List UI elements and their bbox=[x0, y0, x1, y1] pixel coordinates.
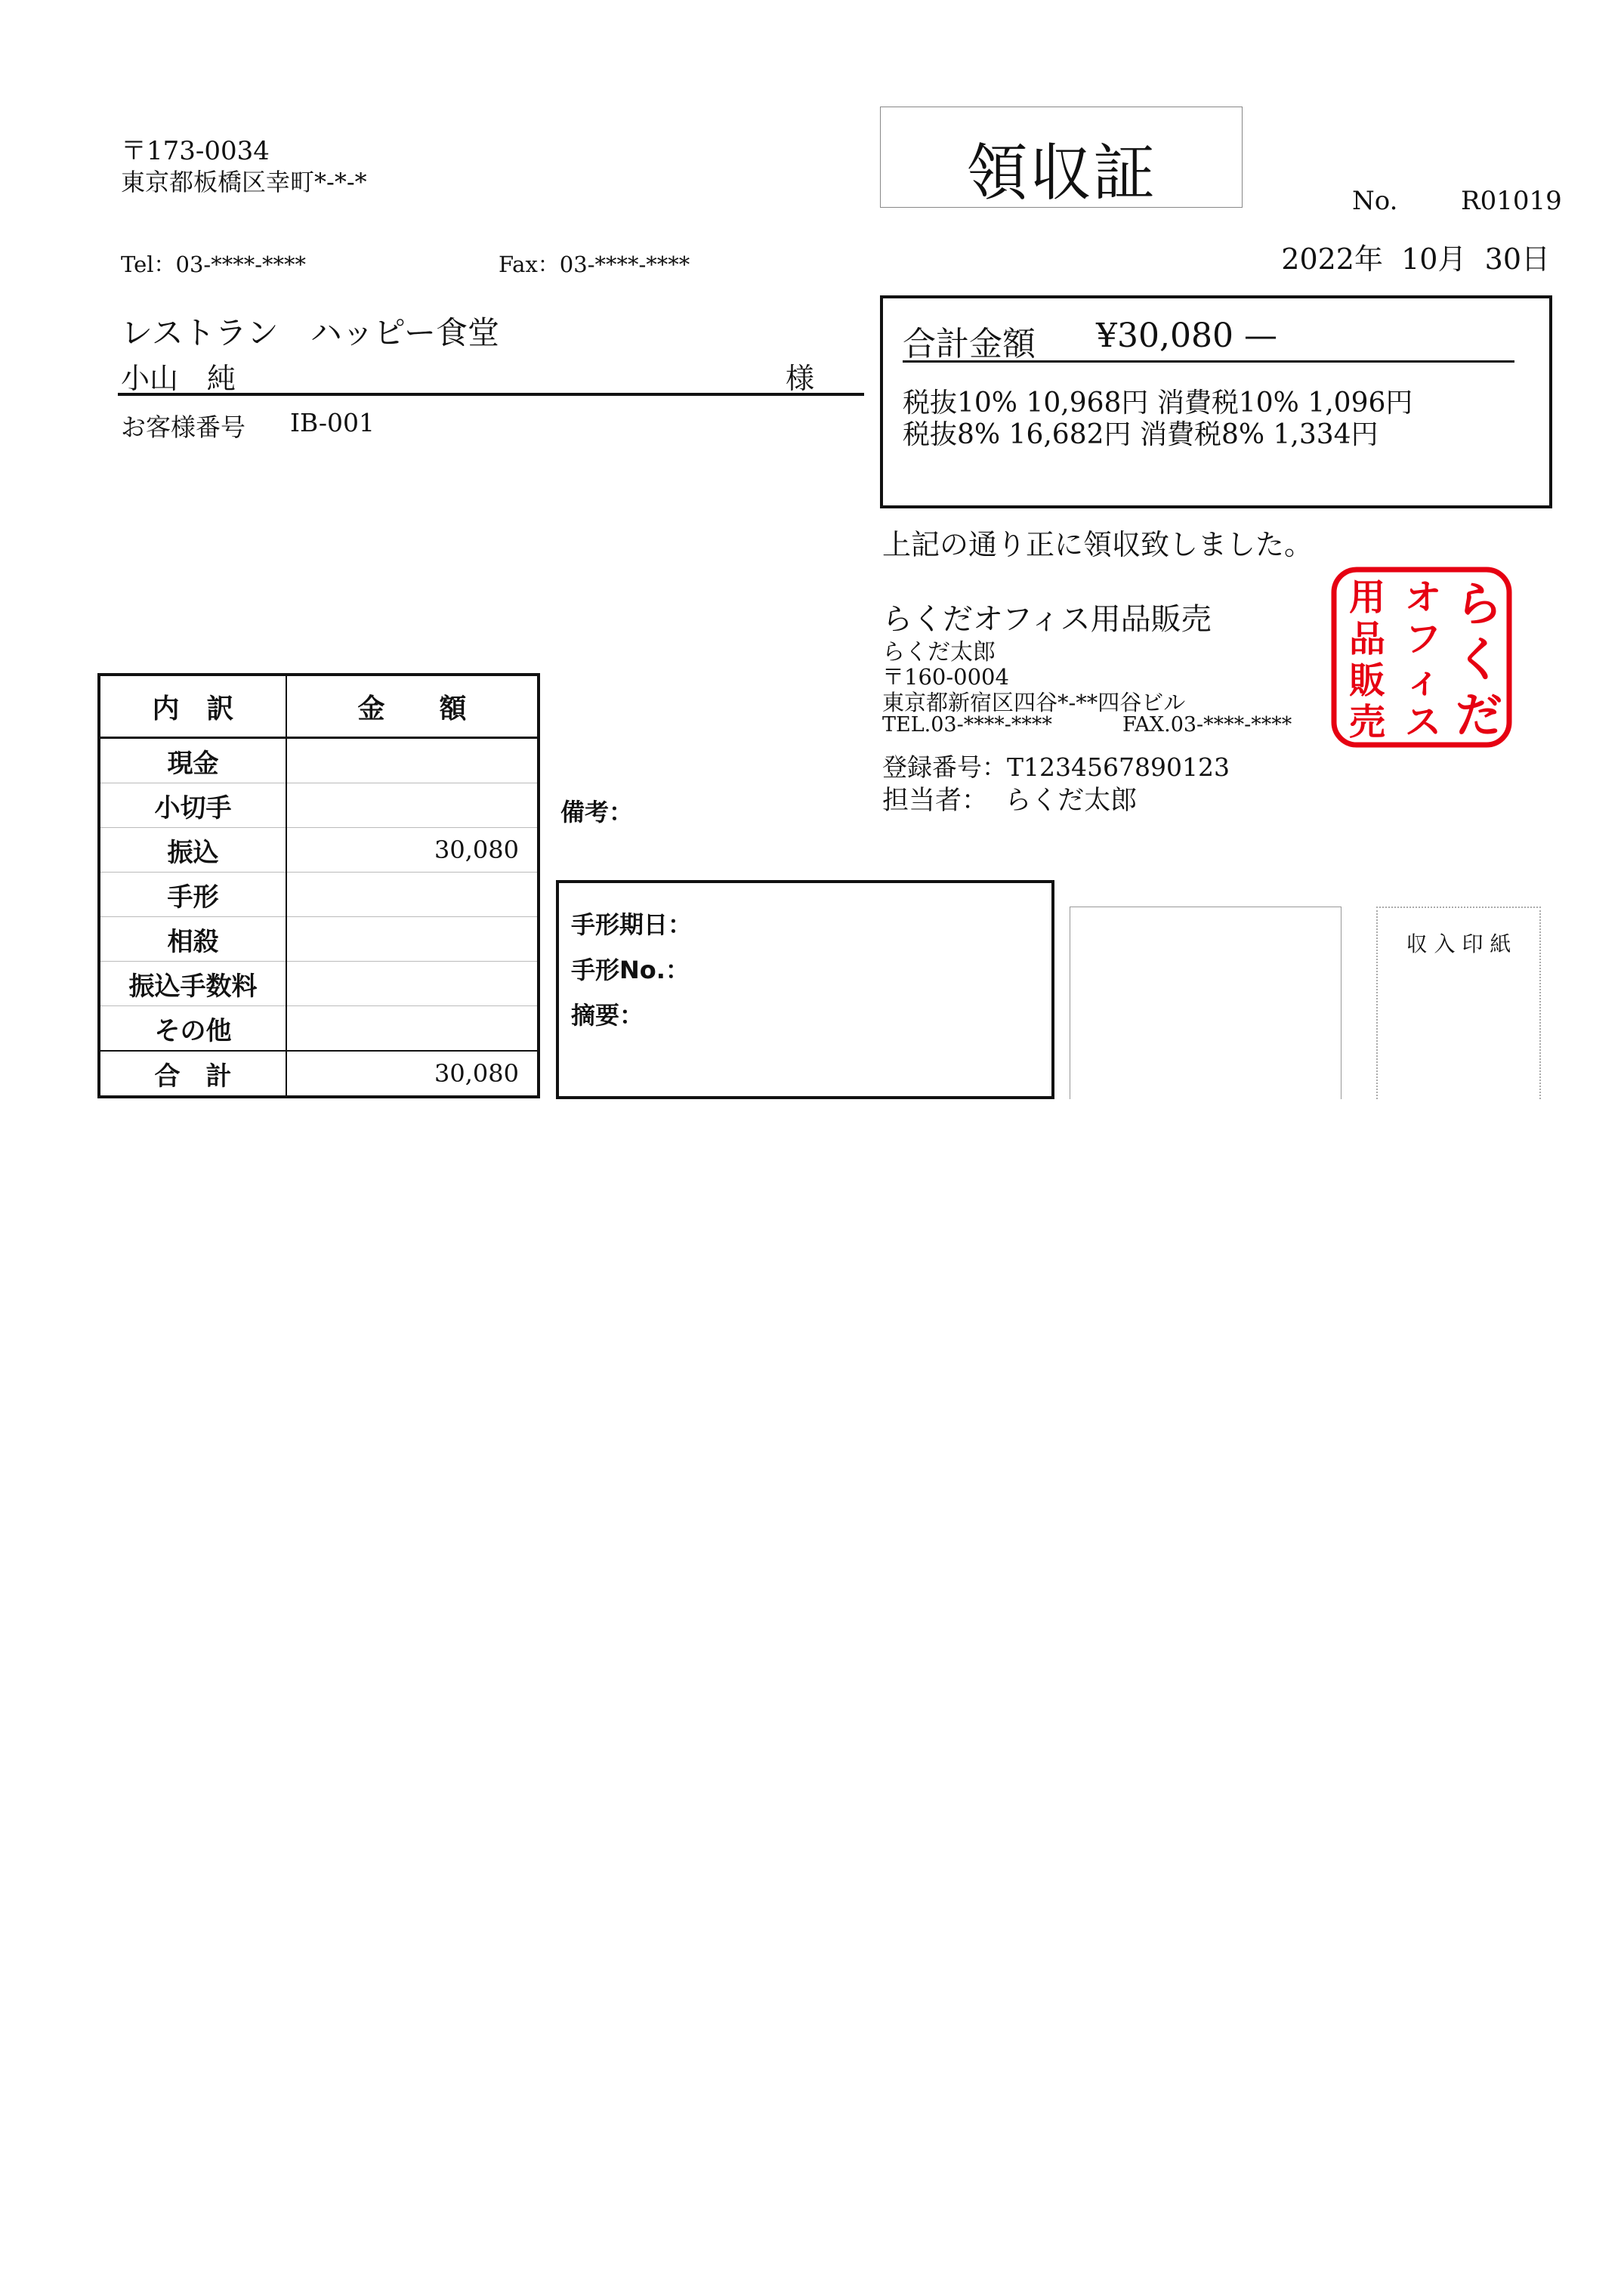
row-label: その他 bbox=[99, 1006, 286, 1052]
row-amount bbox=[286, 917, 539, 962]
revenue-stamp-label: 収 入 印 紙 bbox=[1406, 931, 1511, 956]
issuer-company: らくだオフィス用品販売 bbox=[882, 602, 1212, 637]
row-amount bbox=[286, 783, 539, 828]
row-amount bbox=[286, 873, 539, 917]
company-seal bbox=[1331, 567, 1512, 748]
sender-fax: Fax：03-****-**** bbox=[499, 252, 690, 277]
seal-char: フ bbox=[1404, 617, 1442, 660]
payment-breakdown-table bbox=[97, 673, 540, 1098]
row-label: 合 計 bbox=[99, 1051, 286, 1097]
table-row bbox=[99, 783, 539, 828]
sender-postal: 〒173-0034 bbox=[121, 136, 270, 166]
issuer-tel: TEL.03-****-**** bbox=[882, 713, 1052, 737]
customer-honorific: 様 bbox=[786, 362, 815, 395]
seal-char: だ bbox=[1455, 687, 1503, 743]
issuer-person: らくだ太郎 bbox=[882, 639, 996, 666]
issuer-address: 東京都新宿区四谷*-**四谷ビル bbox=[882, 690, 1186, 715]
row-amount bbox=[286, 962, 539, 1006]
receipt-date: 2022年 10月 30日 bbox=[1281, 242, 1550, 276]
issuer-registration: 登録番号：T1234567890123 bbox=[882, 752, 1230, 782]
row-label: 小切手 bbox=[99, 783, 286, 828]
issuer-postal: 〒160-0004 bbox=[882, 664, 1009, 690]
breakdown-header-item: 内 訳 bbox=[99, 675, 286, 738]
receipt-no: R01019 bbox=[1461, 186, 1562, 216]
seal-char: オ bbox=[1404, 576, 1442, 619]
tax-line-8: 税抜8% 16,682円 消費税8% 1,334円 bbox=[903, 419, 1379, 450]
seal-char: 用 bbox=[1348, 576, 1386, 619]
breakdown-header-amount: 金 額 bbox=[286, 675, 539, 738]
issuer-fax: FAX.03-****-**** bbox=[1122, 713, 1292, 737]
remarks-label: 備考： bbox=[560, 798, 634, 826]
breakdown-header-row bbox=[99, 675, 539, 738]
row-label: 振込手数料 bbox=[99, 962, 286, 1006]
bill-due-label: 手形期日： bbox=[571, 910, 693, 939]
table-row bbox=[99, 1006, 539, 1052]
row-amount: 30,080 bbox=[286, 1051, 539, 1097]
row-label: 振込 bbox=[99, 828, 286, 873]
customer-underline bbox=[118, 393, 864, 396]
document-title: 領収証 bbox=[965, 137, 1156, 209]
row-amount bbox=[286, 738, 539, 783]
table-row bbox=[99, 962, 539, 1006]
customer-number: IB-001 bbox=[290, 408, 375, 437]
receipt-no-label: No. bbox=[1352, 186, 1398, 216]
total-underline bbox=[903, 360, 1514, 363]
total-amount: ¥30,080 — bbox=[1096, 317, 1277, 355]
row-amount: 30,080 bbox=[286, 828, 539, 873]
seal-char: ス bbox=[1404, 700, 1442, 743]
bill-no-label: 手形No.： bbox=[571, 956, 690, 984]
table-row bbox=[99, 873, 539, 917]
seal-char: ら bbox=[1455, 576, 1503, 632]
table-row bbox=[99, 917, 539, 962]
seal-char: 売 bbox=[1348, 700, 1386, 743]
table-row bbox=[99, 828, 539, 873]
bill-summary-label: 摘要： bbox=[571, 1001, 644, 1030]
customer-number-label: お客様番号 bbox=[121, 412, 245, 442]
document-title-box bbox=[880, 107, 1243, 208]
tax-line-10: 税抜10% 10,968円 消費税10% 1,096円 bbox=[903, 388, 1413, 419]
seal-char: 販 bbox=[1348, 659, 1386, 702]
row-label: 現金 bbox=[99, 738, 286, 783]
seal-area bbox=[1070, 907, 1341, 1099]
issuer-staff: 担当者： らくだ太郎 bbox=[882, 786, 1138, 816]
seal-char: 品 bbox=[1348, 617, 1386, 660]
sender-address: 東京都板橋区幸町*-*-* bbox=[121, 168, 367, 196]
received-statement: 上記の通り正に領収致しました。 bbox=[882, 528, 1314, 561]
row-amount bbox=[286, 1006, 539, 1052]
seal-char: く bbox=[1455, 632, 1503, 687]
customer-name: 小山 純 bbox=[121, 362, 236, 395]
total-label: 合計金額 bbox=[903, 325, 1036, 363]
customer-company: レストラン ハッピー食堂 bbox=[121, 314, 500, 351]
bill-note-box bbox=[556, 880, 1054, 1099]
sender-tel: Tel：03-****-**** bbox=[121, 252, 307, 277]
total-amount-box bbox=[880, 295, 1552, 508]
row-label: 手形 bbox=[99, 873, 286, 917]
seal-char: ィ bbox=[1404, 659, 1442, 702]
row-label: 相殺 bbox=[99, 917, 286, 962]
revenue-stamp-area bbox=[1376, 907, 1541, 1099]
table-row-total bbox=[99, 1051, 539, 1097]
table-row bbox=[99, 738, 539, 783]
